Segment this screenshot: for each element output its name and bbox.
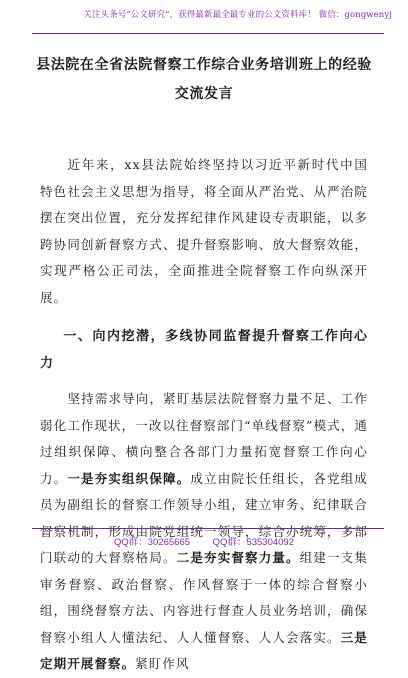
intro-paragraph: 近年来，xx县法院始终坚持以习近平新时代中国特色社会主义思想为指导，将全面从严治党、从严治院摆在突出位置，充分发挥纪律作风建设专责职能，以多跨协同创新督察方式、提升督察影响、放大督察效能，实现严格公正司法，全面推进全院督察工作向纵深开展。: [40, 157, 368, 305]
section-paragraph: [40, 386, 368, 678]
paragraph-text: 成立由院长任组长，各党组成员为副组长的督察工作领导小组，建立审务、纪律联合督察机制，形成由院党组统一领导，综合办统筹，多部门联动的大督察格局。: [40, 470, 368, 565]
paragraph-text: 组建一支集审务督察、政治督察、作风督察于一体的综合督察小组，围绕督察方法、内容进行督查人员业务培训，确保督察小组人人懂法纪、人人懂督察、人人会落实。: [40, 550, 368, 645]
bold-point-3: 三是定期开展督察。: [40, 629, 369, 671]
section-heading: 一、向内挖潜，多线协同监督提升督察工作向心力: [40, 329, 368, 371]
footer-divider: [32, 528, 384, 529]
footer-qq-group-1: QQ群：30265665: [113, 537, 191, 548]
paragraph-text: 坚持需求导向，紧盯基层法院督察力量不足、工作弱化工作现状，一改以往督察部门“单线督察”模式，通过组织保障、横向整合各部门力量拓宽督察工作向心力。: [40, 391, 368, 486]
document-title: 县法院在全省法院督察工作综合业务培训班上的经验交流发言: [36, 57, 372, 102]
header-divider: [32, 33, 384, 34]
footer: [0, 534, 408, 548]
bold-point-2: 二是夯实督察力量。: [176, 550, 300, 565]
footer-qq-group-2: QQ群：535304092: [212, 537, 295, 548]
paragraph-text: 紧盯作风: [135, 656, 190, 671]
document-body: [40, 152, 368, 678]
bold-point-1: 一是夯实组织保障。: [67, 470, 191, 486]
header-note: 关注头条号“公文研究”，获得最新最全最专业的公文资料库！ 微信：gongwenyj: [83, 10, 392, 20]
